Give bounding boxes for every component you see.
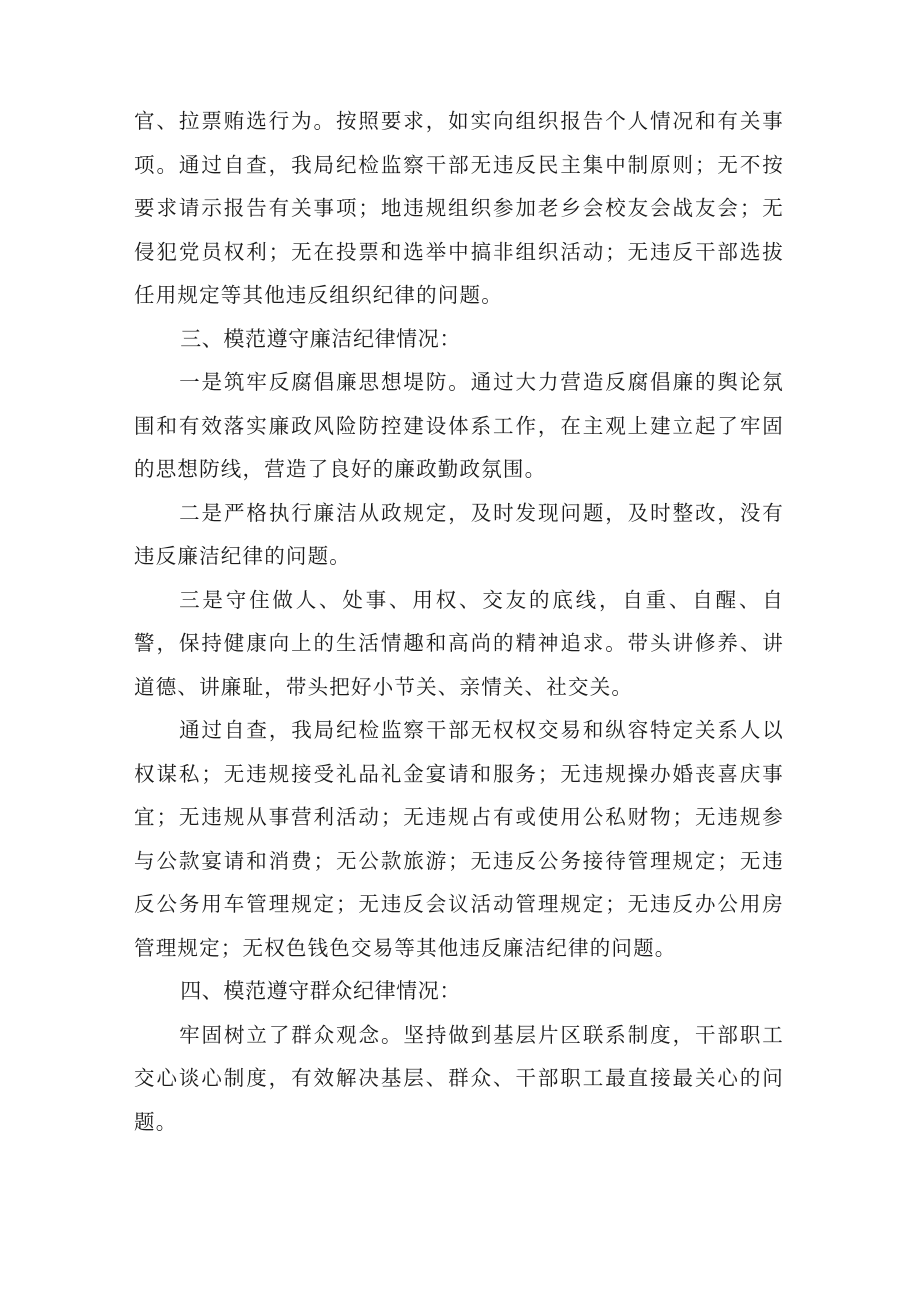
- paragraph-mass-concept: 牢固树立了群众观念。坚持做到基层片区联系制度，干部职工交心谈心制度，有效解决基层、群众、干部职工最直接最关心的问题。: [134, 1022, 784, 1134]
- paragraph-self-inspection-integrity: 通过自查，我局纪检监察干部无权权交易和纵容特定关系人以权谋私；无违规接受礼品礼金宴请和服务；无违规操办婚丧喜庆事宜；无违规从事营利活动；无违规占有或使用公私财物；无违规参与公款宴请和消费；无公款旅游；无违反公务接待管理规定；无违反公务用车管理规定；无违反会议活动管理规定；无违反办公用房管理规定；无权色钱色交易等其他违反廉洁纪律的问题。: [134, 718, 784, 960]
- paragraph-anti-corruption-defense: 一是筑牢反腐倡廉思想堤防。通过大力营造反腐倡廉的舆论氛围和有效落实廉政风险防控建设体系工作，在主观上建立起了牢固的思想防线，营造了良好的廉政勤政氛围。: [134, 370, 784, 481]
- document-body: [134, 100, 784, 1144]
- paragraph-integrity-rules: 二是严格执行廉洁从政规定，及时发现问题，及时整改，没有违反廉洁纪律的问题。: [134, 500, 784, 568]
- section-heading-integrity-discipline: 三、模范遵守廉洁纪律情况：: [180, 326, 461, 351]
- paragraph-bottom-line: 三是守住做人、处事、用权、交友的底线，自重、自醒、自警，保持健康向上的生活情趣和高尚的精神追求。带头讲修养、讲道德、讲廉耻，带头把好小节关、亲情关、社交关。: [134, 587, 784, 699]
- paragraph-org-discipline-continued: 官、拉票贿选行为。按照要求，如实向组织报告个人情况和有关事项。通过自查，我局纪检监察干部无违反民主集中制原则；无不按要求请示报告有关事项；地违规组织参加老乡会校友会战友会；无侵犯党员权利；无在投票和选举中搞非组织活动；无违反干部选拔任用规定等其他违反组织纪律的问题。: [134, 109, 784, 307]
- section-heading-mass-discipline: 四、模范遵守群众纪律情况：: [180, 979, 461, 1003]
